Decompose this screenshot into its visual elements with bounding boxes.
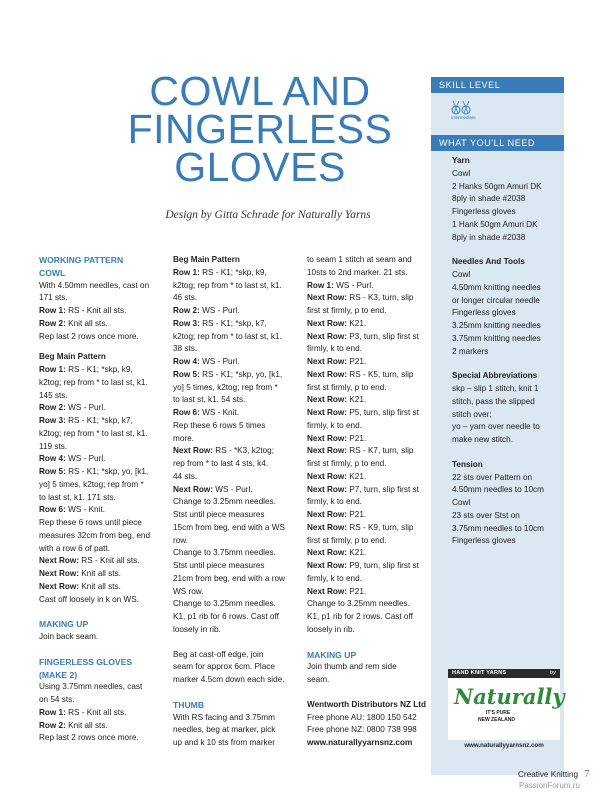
text-line: With RS facing and 3.75mm [173, 712, 275, 722]
section-heading: WORKING PATTERN [39, 255, 124, 265]
row-label: Next Row: [307, 357, 348, 366]
logo-website: www.naturallyyarnsnz.com [464, 742, 544, 749]
row-label: Row 2: [39, 720, 66, 730]
row-text: RS - K7, turn, slip [347, 446, 414, 456]
row-label: Next Row: [307, 408, 348, 417]
text-line: marker 4.5cm down each side. [173, 675, 285, 684]
text-line: first st firmly, p to end. [307, 306, 387, 315]
text-line: first st firmly, p to end. [307, 459, 387, 468]
row-text: WS - Purl. [199, 357, 240, 366]
row-label: Next Row: [307, 318, 348, 328]
logo-band [448, 669, 560, 678]
text-line: Rep last 2 rows once more. [39, 331, 139, 341]
watermark: PassionForum.ru [519, 781, 580, 790]
instruction-row [39, 466, 167, 479]
instruction-row [39, 318, 167, 331]
row-label: Next Row: [307, 369, 348, 379]
instruction-row [39, 364, 167, 377]
text-line: stitch, pass the slipped [452, 396, 535, 406]
article-title [110, 68, 410, 190]
page-footer [518, 768, 590, 780]
text-line: seam for approx 6cm. Place [173, 662, 275, 672]
text-line: yo] 5 times, k2tog; rep from * [39, 479, 144, 489]
row-label: Next Row: [307, 395, 348, 405]
text-line: Fingerless gloves [452, 308, 516, 318]
page-number: 7 [584, 768, 590, 780]
text-line: first st firmly, p to end. [307, 535, 387, 545]
instruction-row [39, 555, 167, 568]
text-line: row. [173, 535, 189, 545]
row-text: P21. [347, 357, 367, 366]
instruction-row [307, 318, 430, 331]
row-text: RS - K9, turn, slip [347, 522, 414, 532]
text-line: or longer circular needle [452, 295, 540, 305]
text-line: Cast off loosely in k on WS. [39, 594, 139, 604]
text-line: more. [173, 433, 194, 443]
row-label: Row 6: [173, 408, 200, 417]
row-label: Row 1: [39, 707, 66, 717]
row-text: Knit all sts. [65, 318, 108, 328]
instruction-row [307, 356, 430, 369]
instruction-row [39, 581, 167, 594]
text-line: Change to 3.25mm needles. [173, 497, 276, 507]
instruction-row [307, 471, 430, 484]
row-label: Row 1: [39, 306, 66, 315]
row-label: Row 6: [39, 505, 66, 515]
subheading: Special Abbreviations [452, 371, 538, 381]
subheading: Beg Main Pattern [173, 255, 240, 264]
logo-script: Naturally [454, 684, 565, 709]
row-text: K21. [347, 548, 367, 558]
text-line: Rep last 2 rows once more. [39, 733, 139, 743]
title-line-2: FINGERLESS [127, 106, 393, 152]
row-text: RS - *K3, k2tog; [213, 446, 275, 456]
instruction-row [307, 522, 430, 535]
text-line: 3.25mm knitting needles [452, 321, 541, 330]
text-line: Stst until piece measures [173, 510, 265, 519]
text-line: Join back seam. [39, 632, 99, 641]
row-label: Row 2: [173, 306, 200, 315]
text-line: k2tog; rep from * to last st, k1. [173, 280, 282, 290]
text-line: 8ply in shade #2038 [452, 232, 526, 242]
row-label: Next Row: [307, 446, 348, 456]
text-line: 145 sts. [39, 390, 68, 400]
text-line: Cowl [452, 498, 471, 507]
text-line: Beg at cast-off edge, join [173, 649, 264, 659]
instruction-row [307, 560, 430, 573]
text-line: firmly, k to end. [307, 573, 362, 583]
section-heading: MAKING UP [307, 649, 357, 660]
row-text: RS - Knit all sts. [65, 707, 127, 717]
subheading: Needles And Tools [452, 257, 525, 267]
section-heading: THUMB [173, 699, 205, 710]
row-label: Row 3: [173, 318, 200, 328]
text-line: Cowl [452, 270, 471, 279]
row-text: WS - Purl. [213, 484, 253, 494]
instruction-row [39, 453, 167, 466]
text-line: up and k 10 sts from marker [173, 738, 275, 747]
text-line: 44 sts. [173, 471, 198, 481]
magazine-name: Creative Knitting [518, 770, 579, 779]
text-line: K1, p1 rib for 6 rows. Cast off [173, 612, 279, 621]
row-text: WS - Purl. [199, 306, 240, 315]
text-line: 2 markers [452, 346, 489, 356]
row-label: Next Row: [307, 561, 348, 570]
text-line: yo – yarn over needle to [452, 422, 540, 432]
row-text: P5, turn, slip first st [347, 408, 419, 417]
section-heading: FINGERLESS GLOVES [39, 656, 133, 667]
instruction-row [307, 331, 430, 344]
row-label: Next Row: [307, 548, 348, 558]
row-label: Next Row: [39, 581, 80, 591]
instruction-row [307, 394, 430, 407]
text-line: With 4.50mm needles, cast on [39, 280, 150, 290]
subheading: Beg Main Pattern [39, 352, 106, 362]
instruction-row [39, 720, 167, 733]
text-line: 46 sts. [173, 293, 198, 303]
text-line: Using 3.75mm needles, cast [39, 682, 143, 692]
row-label: Next Row: [39, 556, 80, 566]
row-label: Row 1: [173, 267, 200, 277]
text-line: to last st, k1. 54 sts. [173, 395, 246, 405]
instruction-row [39, 415, 167, 428]
instruction-row [39, 402, 167, 415]
row-label: Next Row: [307, 293, 348, 303]
yarn-needles-icon [449, 99, 473, 115]
row-text: P21. [347, 510, 367, 519]
instruction-row [307, 509, 430, 522]
needs-header: WHAT YOU'LL NEED [431, 135, 564, 151]
text-line: 23 sts over Stst on [452, 510, 520, 520]
subheading: Tension [452, 459, 483, 469]
text-line: Rep these 6 rows until piece [39, 518, 142, 527]
row-text: K21. [347, 395, 367, 405]
text-line: with a row 6 of patt. [39, 543, 110, 553]
logo-by: by [549, 670, 556, 676]
row-text: K21. [347, 471, 367, 481]
logo-tagline-1: IT'S PURE [486, 710, 511, 716]
row-label: Row 1: [39, 365, 66, 374]
text-line: 38 sts. [173, 344, 198, 354]
text-line: 3.75mm knitting needles [452, 333, 541, 343]
text-line: 8ply in shade #2038 [452, 194, 526, 204]
row-label: Row 5: [173, 369, 200, 379]
pattern-column-3 [307, 254, 430, 750]
row-text: RS - Knit all sts. [79, 556, 140, 566]
text-line: rep from * to last 4 sts, k4. [173, 459, 269, 468]
text-line: stitch over; [452, 409, 492, 419]
text-line: Stst until piece measures [173, 561, 265, 570]
text-line: Change to 3.25mm needles. [173, 599, 276, 609]
text-line: loosely in rib. [173, 624, 221, 634]
row-label: Row 2: [39, 403, 66, 413]
skill-level-value: intermediate [451, 115, 476, 120]
instruction-row [39, 707, 167, 720]
row-text: Knit all sts. [79, 569, 121, 578]
row-label: Next Row: [173, 446, 214, 456]
text-line: Fingerless gloves [452, 207, 516, 216]
text-line: 4.50mm knitting needles [452, 282, 541, 292]
text-line: skp – slip 1 stitch, knit 1 [452, 384, 539, 393]
row-label: Row 5: [39, 467, 66, 476]
row-text: P21. [347, 433, 367, 443]
row-text: RS - K1; *skp, yo, [k1, [199, 369, 283, 379]
designer-byline: Design by Gitta Schrade for Naturally Yarns [165, 209, 371, 221]
row-label: Next Row: [307, 331, 348, 341]
text-line: firmly, k to end. [307, 344, 362, 354]
text-line: first st firmly, p to end. [307, 382, 387, 392]
row-label: Row 3: [39, 416, 66, 425]
text-line: yo] 5 times, k2tog; rep from * [173, 382, 278, 392]
instruction-row [307, 586, 430, 599]
row-label: Next Row: [39, 569, 80, 578]
row-text: RS - K3, turn, slip [347, 293, 414, 303]
instruction-row [39, 305, 167, 318]
text-line: Rep these 6 rows 5 times [173, 420, 266, 430]
text-line: 21cm from beg, end with a row [173, 573, 285, 583]
needs-list [431, 151, 564, 548]
text-line: k2tog; rep from * to last st, k1. [173, 331, 282, 341]
instruction-row [307, 433, 430, 446]
section-heading: MAKING UP [39, 619, 89, 630]
text-line: on 54 sts. [39, 695, 75, 704]
row-text: Knit all sts. [65, 720, 108, 730]
row-text: P21. [347, 586, 367, 596]
instruction-row [173, 369, 299, 382]
phone-nz: Free phone NZ: 0800 738 998 [307, 725, 417, 735]
row-label: Next Row: [307, 522, 348, 532]
text-line: k2tog; rep from * to last st, k1. [39, 428, 148, 438]
instruction-row [307, 407, 430, 420]
text-line: k2tog; rep from * to last st, k1. [39, 377, 148, 387]
naturally-logo [448, 669, 565, 757]
instruction-row [307, 484, 430, 497]
instruction-row [307, 547, 430, 560]
text-line: needles, beg at marker, pick [173, 725, 276, 735]
instruction-row [39, 504, 167, 517]
row-text: K21. [347, 318, 367, 328]
instruction-row [173, 318, 299, 331]
instruction-row [307, 280, 430, 293]
distributor-website: www.naturallyyarnsnz.com [307, 738, 413, 747]
row-text: P9, turn, slip first st [347, 561, 419, 570]
row-label: Next Row: [307, 471, 348, 481]
row-label: Next Row: [307, 484, 348, 494]
text-line: 119 sts. [39, 441, 68, 451]
row-text: P7, turn, slip first st [347, 484, 419, 494]
text-line: Fingerless gloves [452, 536, 516, 546]
row-label: Row 1: [307, 280, 334, 290]
text-line: firmly, k to end. [307, 497, 362, 507]
instruction-row [39, 568, 167, 581]
row-text: P3, turn, slip first st [347, 331, 419, 341]
row-text: RS - Knit all sts. [65, 306, 127, 315]
row-text: RS - K1; *skp, k7, [199, 318, 267, 328]
logo-mark [448, 678, 565, 740]
row-text: WS - Knit. [199, 408, 239, 417]
section-heading: (MAKE 2) [39, 669, 78, 680]
row-text: RS - K1; *skp, k9, [199, 267, 267, 277]
title-line-3: GLOVES [174, 144, 346, 190]
text-line: Cowl [452, 168, 471, 178]
logo-band-text: HAND KNIT YARNS [452, 670, 507, 676]
text-line: Change to 3.25mm needles. [307, 599, 410, 609]
pattern-column-1 [39, 254, 167, 745]
row-text: WS - Purl. [65, 454, 106, 464]
text-line: 3.75mm needles to 10cm [452, 523, 544, 533]
row-label: Next Row: [307, 433, 348, 443]
text-line: WS row. [173, 586, 204, 596]
text-line: 171 sts. [39, 293, 68, 303]
text-line: seam. [307, 675, 330, 684]
text-line: 2 Hanks 50gm Amuri DK [452, 181, 542, 191]
text-line: make new stitch. [452, 435, 513, 444]
row-label: Row 4: [173, 357, 200, 366]
instruction-row [173, 267, 299, 280]
row-label: Row 2: [39, 318, 66, 328]
row-text: Knit all sts. [79, 581, 121, 591]
instruction-row [173, 356, 299, 369]
title-line-1: COWL AND [149, 68, 371, 114]
row-text: WS - Purl. [333, 280, 374, 290]
text-line: 15cm from beg, end with a WS [173, 522, 285, 532]
text-line: to last st, k1. 171 sts. [39, 492, 116, 502]
instruction-row [173, 305, 299, 318]
text-line: Join thumb and rem side [307, 662, 397, 672]
text-line: 1 Hank 50gm Amuri DK [452, 219, 538, 229]
logo-tagline-2: NEW ZEALAND [478, 717, 515, 723]
instruction-row [173, 445, 299, 458]
row-label: Next Row: [307, 586, 348, 596]
instruction-row [173, 484, 299, 497]
row-text: WS - Purl. [65, 403, 106, 413]
row-text: WS - Knit. [65, 505, 105, 515]
row-text: RS - K1; *skp, k7, [65, 416, 133, 425]
row-label: Next Row: [307, 510, 348, 519]
text-line: measures 32cm from beg, end [39, 530, 151, 540]
row-label: Next Row: [173, 484, 214, 494]
text-line: 22 sts over Pattern on [452, 472, 533, 482]
row-text: RS - K1; *skp, k9, [65, 365, 133, 374]
skill-level-panel [431, 93, 564, 135]
phone-au: Free phone AU: 1800 150 542 [307, 712, 417, 722]
text-line: 4.50mm needles to 10cm [452, 485, 544, 495]
instruction-row [307, 369, 430, 382]
text-line: K1, p1 rib for 2 rows. Cast off [307, 612, 413, 621]
instruction-row [307, 292, 430, 305]
text-line: 10sts to 2nd marker. 21 sts. [307, 267, 408, 277]
instruction-row [173, 407, 299, 420]
pattern-column-2 [173, 254, 299, 750]
row-text: RS - K1; *skp, yo, [k1, [65, 467, 149, 476]
text-line: loosely in rib. [307, 624, 355, 634]
subheading: Yarn [452, 156, 470, 165]
text-line: to seam 1 stitch at seam and [307, 255, 412, 264]
instruction-row [307, 445, 430, 458]
distributor-name: Wentworth Distributors NZ Ltd [307, 699, 427, 709]
text-line: Change to 3.75mm needles. [173, 548, 276, 558]
row-label: Row 4: [39, 454, 66, 464]
text-line: firmly, k to end. [307, 420, 362, 430]
skill-level-header: SKILL LEVEL [431, 77, 564, 93]
section-heading: COWL [39, 267, 66, 278]
row-text: RS - K5, turn, slip [347, 369, 414, 379]
